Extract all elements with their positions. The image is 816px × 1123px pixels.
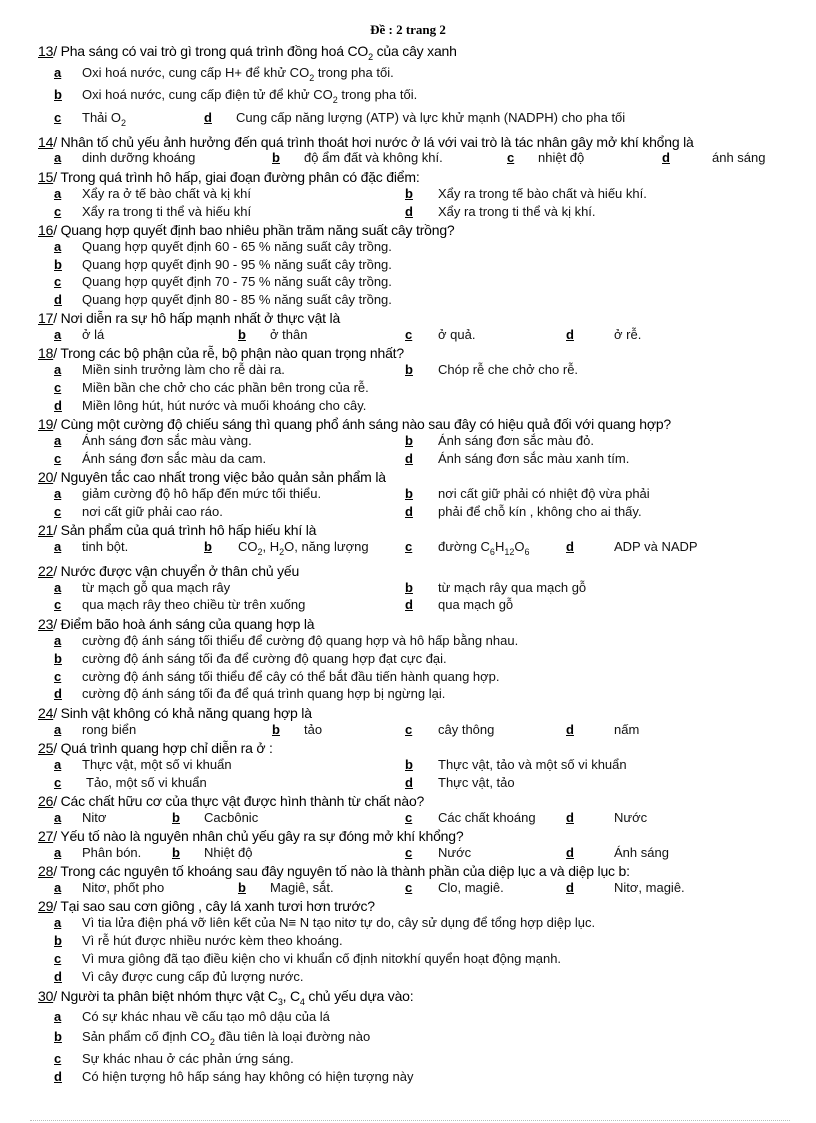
question-15-option-c: Xẩy ra trong ti thể và hiếu khí xyxy=(82,204,252,219)
question-27-option-b: Nhiệt độ xyxy=(204,845,253,860)
option-letter-b: b xyxy=(54,257,62,272)
option-letter-d: d xyxy=(405,204,413,219)
question-26-option-c: Các chất khoáng xyxy=(438,810,536,825)
option-letter-b: b xyxy=(272,150,280,165)
option-letter-b: b xyxy=(272,722,280,737)
question-21-option-d: ADP và NADP xyxy=(614,539,698,554)
option-letter-d: d xyxy=(566,845,574,860)
question-text: / Các chất hữu cơ của thực vật được hình thành từ chất nào? xyxy=(53,793,425,809)
question-number: 13 xyxy=(38,43,54,59)
question-23-option-c: cường độ ánh sáng tối thiểu để cây có thể bắt đầu tiến hành quang hợp. xyxy=(82,669,500,684)
option-letter-c: c xyxy=(54,504,62,519)
option-letter-c: c xyxy=(54,110,62,125)
question-number: 29 xyxy=(38,898,54,914)
option-letter-c: c xyxy=(507,150,515,165)
option-letter-a: a xyxy=(54,65,62,80)
question-28-option-a: Nitơ, phốt pho xyxy=(82,880,165,895)
question-29-option-c: Vì mưa giông đã tạo điều kiện cho vi khuẩn cố định nitơkhí quyển hoạt động mạnh. xyxy=(82,951,562,966)
question-21-option-c: đường $C_6H_{12}O_6$ xyxy=(438,539,530,557)
question-number: 25 xyxy=(38,740,54,756)
page-header: Đề : 2 trang 2 xyxy=(370,22,446,37)
question-16-option-b: Quang hợp quyết định 90 - 95 % năng suất cây trồng. xyxy=(82,257,392,272)
option-letter-d: d xyxy=(405,775,413,790)
option-letter-c: c xyxy=(405,722,413,737)
question-26-option-a: Nitơ xyxy=(82,810,107,825)
option-letter-a: a xyxy=(54,1009,62,1024)
question-17-option-b: ở thân xyxy=(270,327,308,342)
question-18-option-c: Miền bần che chở cho các phần bên trong của rễ. xyxy=(82,380,369,395)
option-letter-a: a xyxy=(54,633,62,648)
question-19-option-b: Ánh sáng đơn sắc màu đỏ. xyxy=(438,433,594,448)
option-letter-b: b xyxy=(54,933,62,948)
question-26-option-b: Cacbônic xyxy=(204,810,259,825)
option-letter-c: c xyxy=(405,539,413,554)
question-27-option-c: Nước xyxy=(438,845,472,860)
question-27-option-a: Phân bón. xyxy=(82,845,142,860)
question-text: / Nước được vận chuyển ở thân chủ yếu xyxy=(53,563,300,579)
question-text: / Sản phẩm của quá trình hô hấp hiếu khí là xyxy=(53,522,317,538)
question-number: 20 xyxy=(38,469,54,485)
question-25 xyxy=(38,740,273,756)
option-letter-b: b xyxy=(172,845,180,860)
question-29-option-b: Vì rễ hút được nhiều nước kèm theo khoáng. xyxy=(82,933,343,948)
question-number: 21 xyxy=(38,522,54,538)
option-letter-a: a xyxy=(54,150,62,165)
question-text: / Trong các bộ phận của rễ, bộ phận nào quan trọng nhất? xyxy=(53,345,404,361)
option-letter-b: b xyxy=(172,810,180,825)
option-letter-d: d xyxy=(566,880,574,895)
question-26 xyxy=(38,793,424,809)
option-letter-d: d xyxy=(54,969,62,984)
option-letter-b: b xyxy=(204,539,212,554)
question-24-option-d: nấm xyxy=(614,722,640,737)
question-22 xyxy=(38,563,299,579)
question-16-option-d: Quang hợp quyết định 80 - 85 % năng suất cây trồng. xyxy=(82,292,392,307)
option-letter-b: b xyxy=(54,87,62,102)
question-number: 30 xyxy=(38,988,54,1004)
question-number: 22 xyxy=(38,563,54,579)
option-letter-a: a xyxy=(54,186,62,201)
option-letter-d: d xyxy=(54,1069,62,1084)
option-letter-c: c xyxy=(54,951,62,966)
option-letter-a: a xyxy=(54,239,62,254)
question-25-option-c: Tảo, một số vi khuẩn xyxy=(86,775,207,790)
option-letter-d: d xyxy=(405,504,413,519)
question-26-option-d: Nước xyxy=(614,810,648,825)
question-13-option-b: Oxi hoá nước, cung cấp điện tử để khử $CO_2$ trong pha tối. xyxy=(82,87,418,105)
question-27-option-d: Ánh sáng xyxy=(614,845,669,860)
question-16 xyxy=(38,222,455,238)
question-text: / Nguyên tắc cao nhất trong việc bảo quản sản phẩm là xyxy=(53,469,386,485)
question-21-option-a: tinh bột. xyxy=(82,539,129,554)
question-16-option-a: Quang hợp quyết định 60 - 65 % năng suất cây trồng. xyxy=(82,239,392,254)
option-letter-a: a xyxy=(54,845,62,860)
question-16-option-c: Quang hợp quyết định 70 - 75 % năng suất cây trồng. xyxy=(82,274,392,289)
question-text: / Pha sáng có vai trò gì trong quá trình đồng hoá $CO_2$ của cây xanh xyxy=(53,43,457,62)
option-letter-b: b xyxy=(238,327,246,342)
question-25-option-d: Thực vật, tảo xyxy=(438,775,515,790)
option-letter-c: c xyxy=(54,451,62,466)
question-22-option-d: qua mạch gỗ xyxy=(438,597,514,612)
option-letter-a: a xyxy=(54,915,62,930)
footer-dotted-line xyxy=(30,1120,790,1121)
question-21 xyxy=(38,522,316,538)
question-30-option-c: Sự khác nhau ở các phản ứng sáng. xyxy=(82,1051,294,1066)
option-letter-d: d xyxy=(566,810,574,825)
question-number: 17 xyxy=(38,310,54,326)
option-letter-c: c xyxy=(405,845,413,860)
question-text: / Cùng một cường độ chiếu sáng thì quang phổ ánh sáng nào sau đây có hiệu quả đối với quang hợp? xyxy=(53,416,672,432)
question-number: 14 xyxy=(38,134,54,150)
question-20-option-b: nơi cất giữ phải có nhiệt độ vừa phải xyxy=(438,486,650,501)
question-17 xyxy=(38,310,340,326)
question-30-option-a: Có sự khác nhau về cấu tạo mô dậu của lá xyxy=(82,1009,330,1024)
question-text: / Trong các nguyên tố khoáng sau đây nguyên tố nào là thành phần của diệp lục a và diệp lục b: xyxy=(53,863,630,879)
question-17-option-c: ở quả. xyxy=(438,327,476,342)
option-letter-b: b xyxy=(238,880,246,895)
option-letter-b: b xyxy=(405,362,413,377)
question-28-option-d: Nitơ, magiê. xyxy=(614,880,685,895)
option-letter-c: c xyxy=(54,775,62,790)
question-13 xyxy=(38,43,457,62)
question-17-option-a: ở lá xyxy=(82,327,105,342)
question-14-option-c: nhiệt độ xyxy=(538,150,585,165)
question-27 xyxy=(38,828,463,844)
question-13-option-d: Cung cấp năng lượng (ATP) và lực khử mạnh (NADPH) cho pha tối xyxy=(236,110,626,125)
question-30-option-b: Sản phẩm cố định $CO_2$ đầu tiên là loại đường nào xyxy=(82,1029,371,1047)
question-number: 23 xyxy=(38,616,54,632)
question-text: / Quá trình quang hợp chỉ diễn ra ở : xyxy=(53,740,273,756)
question-30 xyxy=(38,988,414,1007)
option-letter-a: a xyxy=(54,580,62,595)
option-letter-b: b xyxy=(54,651,62,666)
option-letter-a: a xyxy=(54,880,62,895)
question-19-option-a: Ánh sáng đơn sắc màu vàng. xyxy=(82,433,252,448)
option-letter-b: b xyxy=(405,486,413,501)
question-17-option-d: ở rễ. xyxy=(614,327,642,342)
question-18-option-a: Miền sinh trưởng làm cho rễ dài ra. xyxy=(82,362,285,377)
question-14-option-b: độ ẩm đất và không khí. xyxy=(304,150,443,165)
option-letter-c: c xyxy=(405,810,413,825)
question-14 xyxy=(38,134,694,150)
option-letter-b: b xyxy=(54,1029,62,1044)
question-number: 15 xyxy=(38,169,54,185)
option-letter-a: a xyxy=(54,722,62,737)
question-number: 28 xyxy=(38,863,54,879)
question-25-option-a: Thực vật, một số vi khuẩn xyxy=(82,757,232,772)
question-text: / Nhân tố chủ yếu ảnh hưởng đến quá trình thoát hơi nước ở lá với vai trò là tác nhân gây mở khí khổng là xyxy=(53,134,694,150)
option-letter-d: d xyxy=(566,539,574,554)
option-letter-c: c xyxy=(54,1051,62,1066)
question-29-option-a: Vì tia lửa điện phá vỡ liên kết của N≡ N tạo nitơ tự do, cây sử dụng để tổng hợp diệp lục. xyxy=(82,915,596,930)
question-13-option-a: Oxi hoá nước, cung cấp H+ để khử $CO_2$ trong pha tối. xyxy=(82,65,394,83)
option-letter-d: d xyxy=(662,150,670,165)
question-text: / Điểm bão hoà ánh sáng của quang hợp là xyxy=(53,616,315,632)
question-23-option-b: cường độ ánh sáng tối đa để cường độ quang hợp đạt cực đại. xyxy=(82,651,447,666)
question-14-option-d: ánh sáng xyxy=(712,150,766,165)
question-24-option-b: tảo xyxy=(304,722,323,737)
option-letter-c: c xyxy=(54,274,62,289)
question-18 xyxy=(38,345,404,361)
question-14-option-a: dinh dưỡng khoáng xyxy=(82,150,196,165)
option-letter-c: c xyxy=(405,880,413,895)
question-23-option-a: cường độ ánh sáng tối thiểu để cường độ quang hợp và hô hấp bằng nhau. xyxy=(82,633,519,648)
question-text: / Quang hợp quyết định bao nhiêu phần trăm năng suất cây trồng? xyxy=(53,222,455,238)
question-15-option-d: Xẩy ra trong ti thể và kị khí. xyxy=(438,204,596,219)
question-28 xyxy=(38,863,630,879)
question-15 xyxy=(38,169,420,185)
question-number: 16 xyxy=(38,222,54,238)
question-19-option-c: Ánh sáng đơn sắc màu da cam. xyxy=(82,451,267,466)
option-letter-b: b xyxy=(405,433,413,448)
option-letter-d: d xyxy=(54,292,62,307)
question-number: 24 xyxy=(38,705,54,721)
option-letter-c: c xyxy=(405,327,413,342)
question-22-option-c: qua mạch rây theo chiều từ trên xuống xyxy=(82,597,306,612)
option-letter-b: b xyxy=(405,757,413,772)
option-letter-c: c xyxy=(54,204,62,219)
question-15-option-a: Xẩy ra ở tế bào chất và kị khí xyxy=(82,186,251,201)
option-letter-a: a xyxy=(54,539,62,554)
question-19-option-d: Ánh sáng đơn sắc màu xanh tím. xyxy=(438,451,630,466)
question-21-option-b: $CO_2$, $H_2O$, năng lượng xyxy=(238,539,369,557)
question-20-option-c: nơi cất giữ phải cao ráo. xyxy=(82,504,223,519)
option-letter-a: a xyxy=(54,757,62,772)
option-letter-d: d xyxy=(54,686,62,701)
question-text: / Tại sao sau cơn giông , cây lá xanh tươi hơn trước? xyxy=(53,898,375,914)
question-24-option-a: rong biển xyxy=(82,722,137,737)
question-number: 18 xyxy=(38,345,54,361)
question-23 xyxy=(38,616,314,632)
question-28-option-b: Magiê, sắt. xyxy=(270,880,334,895)
question-text: / Yếu tố nào là nguyên nhân chủ yếu gây ra sự đóng mở khí khổng? xyxy=(53,828,464,844)
option-letter-b: b xyxy=(405,580,413,595)
option-letter-c: c xyxy=(54,597,62,612)
question-30-option-d: Có hiện tượng hô hấp sáng hay không có hiện tượng này xyxy=(82,1069,414,1084)
question-number: 19 xyxy=(38,416,54,432)
question-number: 26 xyxy=(38,793,54,809)
question-13-option-c: Thải $O_2$ xyxy=(82,110,127,128)
question-29 xyxy=(38,898,375,914)
question-18-option-b: Chóp rễ che chở cho rễ. xyxy=(438,362,579,377)
option-letter-a: a xyxy=(54,433,62,448)
question-22-option-a: từ mạch gỗ qua mạch rây xyxy=(82,580,231,595)
question-19 xyxy=(38,416,671,432)
option-letter-c: c xyxy=(54,380,62,395)
question-25-option-b: Thực vật, tảo và một số vi khuẩn xyxy=(438,757,627,772)
question-20 xyxy=(38,469,386,485)
question-23-option-d: cường độ ánh sáng tối đa để quá trình quang hợp bị ngừng lại. xyxy=(82,686,446,701)
option-letter-c: c xyxy=(54,669,62,684)
option-letter-a: a xyxy=(54,486,62,501)
question-24-option-c: cây thông xyxy=(438,722,495,737)
question-22-option-b: từ mạch rây qua mạch gỗ xyxy=(438,580,587,595)
option-letter-a: a xyxy=(54,327,62,342)
question-text: / Sinh vật không có khả năng quang hợp là xyxy=(53,705,312,721)
option-letter-a: a xyxy=(54,362,62,377)
option-letter-d: d xyxy=(566,722,574,737)
option-letter-d: d xyxy=(54,398,62,413)
question-24 xyxy=(38,705,312,721)
question-text: / Trong quá trình hô hấp, giai đoạn đường phân có đặc điểm: xyxy=(53,169,420,185)
option-letter-d: d xyxy=(405,597,413,612)
question-number: 27 xyxy=(38,828,54,844)
option-letter-d: d xyxy=(204,110,212,125)
question-text: / Người ta phân biệt nhóm thực vật $C_3$, $C_4$ chủ yếu dựa vào: xyxy=(53,988,414,1007)
question-20-option-a: giảm cường độ hô hấp đến mức tối thiểu. xyxy=(82,486,322,501)
question-20-option-d: phải để chỗ kín , không cho ai thấy. xyxy=(438,504,642,519)
question-18-option-d: Miền lông hút, hút nước và muối khoáng cho cây. xyxy=(82,398,367,413)
option-letter-d: d xyxy=(405,451,413,466)
question-29-option-d: Vì cây được cung cấp đủ lượng nước. xyxy=(82,969,304,984)
option-letter-b: b xyxy=(405,186,413,201)
question-15-option-b: Xẩy ra trong tế bào chất và hiếu khí. xyxy=(438,186,647,201)
question-28-option-c: Clo, magiê. xyxy=(438,880,504,895)
question-text: / Nơi diễn ra sự hô hấp mạnh nhất ở thực vật là xyxy=(53,310,341,326)
option-letter-d: d xyxy=(566,327,574,342)
option-letter-a: a xyxy=(54,810,62,825)
